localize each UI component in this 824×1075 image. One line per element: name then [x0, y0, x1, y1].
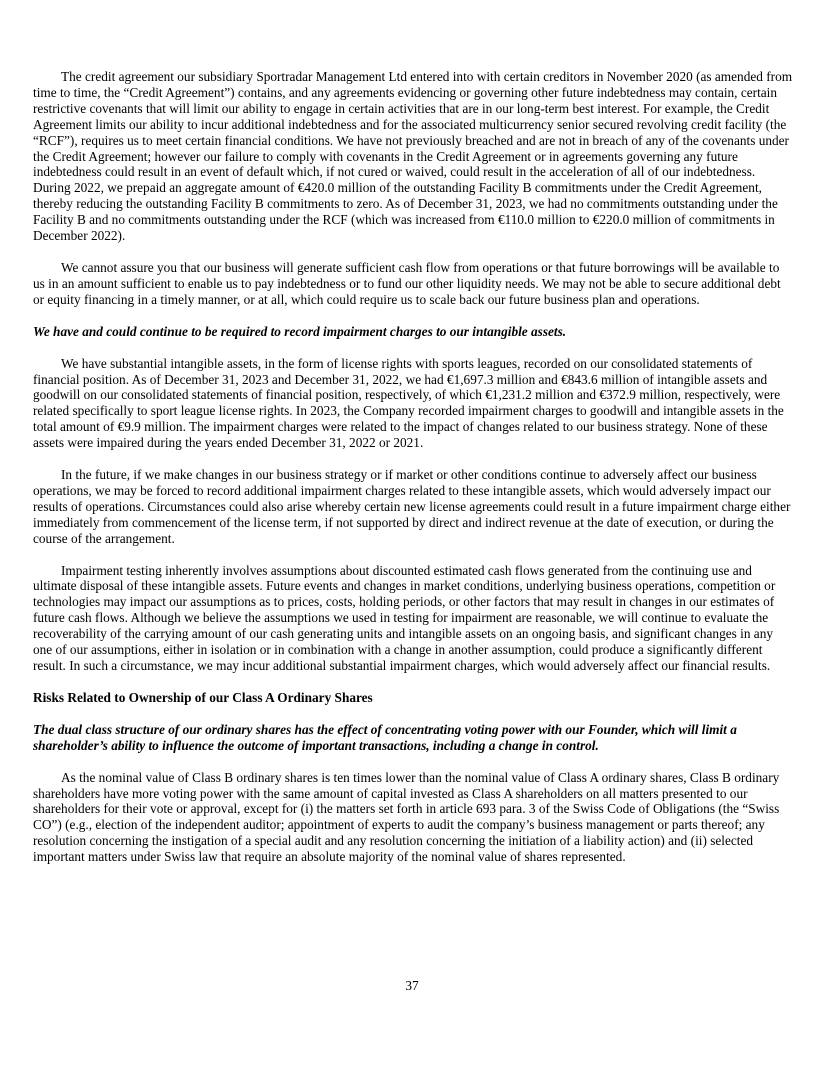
paragraph-cash-flow-assurance: We cannot assure you that our business will generate sufficient cash flow from operations or that future borrowings will be available to us in an amount sufficient to enable us to pay indebtedness or to fund our other liquidity needs. We may not be able to secure additional debt or equity financing in a timely manner, or at all, which could require us to scale back our future business plan and operations.: [33, 259, 781, 307]
risk-heading-impairment-charges: We have and could continue to be required to record impairment charges to our intangible assets.: [33, 323, 567, 339]
paragraph-impairment-testing: Impairment testing inherently involves assumptions about discounted estimated cash flows generated from the continuing use and ultimate disposal of these intangible assets. Future events and changes in market conditions, underlying business operations, competition or technologies may impact our assumptions as to prices, costs, holding periods, or other factors that may result in changes in our estimates of future cash flows. Although we believe the assumptions we used in testing for impairment are reasonable, we will continue to evaluate the recoverability of the carrying amount of our cash generating units and intangible assets on an ongoing basis, and significant changes in any one of our assumptions, either in isolation or in combination with a change in another assumption, could produce a significantly different result. In such a circumstance, we may incur additional substantial impairment charges, which would adversely affect our financial results.: [33, 562, 776, 673]
paragraph-future-impairment: In the future, if we make changes in our business strategy or if market or other conditions continue to adversely affect our business operations, we may be forced to record additional impairment charges related to these intangible assets, which would adversely impact our results of operations. Circumstances could also arise whereby certain new license agreements could result in a future impairment charge either immediately from commencement of the license term, if not supported by direct and indirect revenue at the date of execution, or during the course of the arrangement.: [33, 467, 791, 546]
section-heading-class-a-shares: Risks Related to Ownership of our Class A Ordinary Shares: [33, 689, 373, 705]
paragraph-intangible-assets: We have substantial intangible assets, in the form of license rights with sports leagues, recorded on our consolidated statements of financial position. As of December 31, 2023 and December 31, 2022, we had €1,697.3 million and €843.6 million of intangible assets and goodwill on our consolidated statements of financial position, respectively, of which €1,231.2 million and €372.9 million, respectively, were related specifically to sport league license rights. In 2023, the Company recorded impairment charges to goodwill and intangible assets in the total amount of €9.9 million. The impairment charges were related to the impact of changes related to our business strategy. None of these assets were impaired during the years ended December 31, 2022 or 2021.: [33, 355, 784, 451]
paragraph-credit-agreement: The credit agreement our subsidiary Sportradar Management Ltd entered into with certain creditors in November 2020 (as amended from time to time, the “Credit Agreement”) contains, and any agreements evidencing or governing other future indebtedness may contain, certain restrictive covenants that will limit our ability to engage in certain activities that are in our long-term best interest. For example, the Credit Agreement limits our ability to incur additional indebtedness and for the associated multicurrency senior secured revolving credit facility (the “RCF”), requires us to meet certain financial conditions. We have not previously breached and are not in breach of any of the covenants under the Credit Agreement; however our failure to comply with covenants in the Credit Agreement or in agreements governing any future indebtedness could result in an event of default which, if not cured or waived, could result in the acceleration of all of our indebtedness. During 2022, we prepaid an aggregate amount of €420.0 million of the outstanding Facility B commitments under the Credit Agreement, thereby reducing the outstanding Facility B commitments to zero. As of December 31, 2023, we had no commitments outstanding under the Facility B and no commitments outstanding under the RCF (which was increased from €110.0 million to €220.0 million of commitments in December 2022).: [33, 69, 793, 244]
page-number: 37: [405, 978, 419, 993]
paragraph-class-b-voting-power: As the nominal value of Class B ordinary shares is ten times lower than the nominal value of Class A ordinary shares, Class B ordinary shareholders have more voting power with the same amount of capital invested as Class A shareholders on all matters presented to our shareholders for their vote or approval, except for (i) the matters set forth in article 693 para. 3 of the Swiss Code of Obligations (the “Swiss CO”) (e.g., election of the independent auditor; appointment of experts to audit the company’s business management or parts thereof; any resolution concerning the instigation of a special audit and any resolution concerning the initiation of a liability action) and (ii) selected important matters under Swiss law that require an absolute majority of the nominal value of shares represented.: [33, 769, 780, 865]
risk-heading-dual-class-structure: The dual class structure of our ordinary shares has the effect of concentrating voting power with our Founder, which will limit a shareholder’s ability to influence the outcome of important transactions, including a change in control.: [33, 721, 737, 753]
